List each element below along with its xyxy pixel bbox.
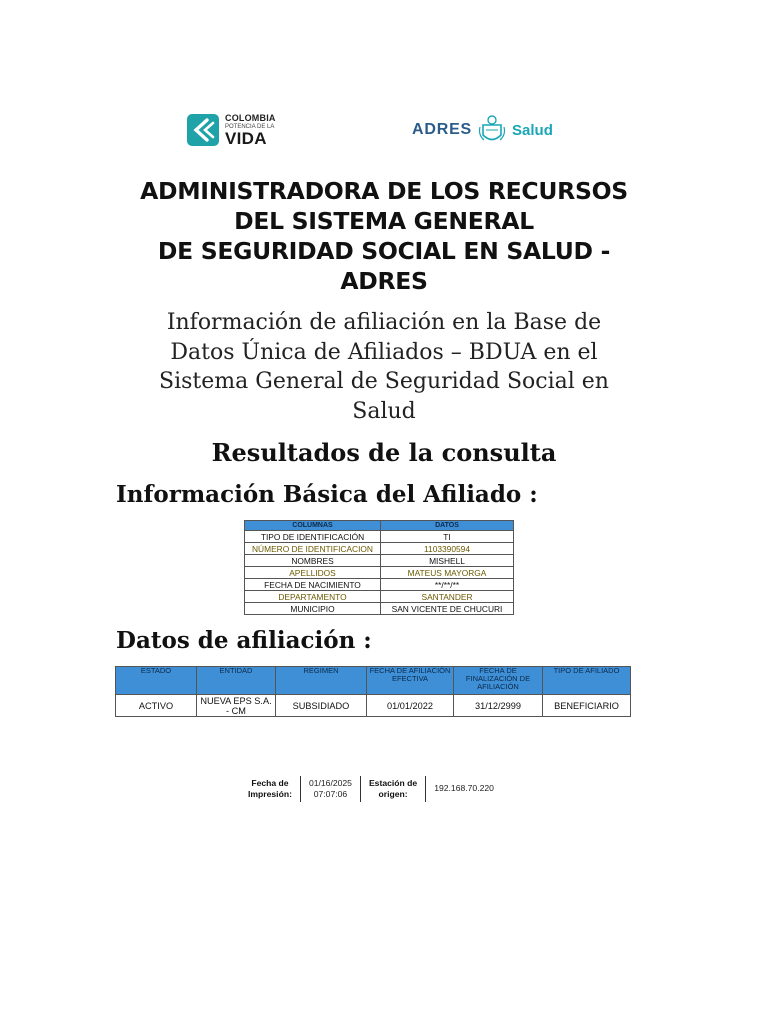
affiliation-col-header: ESTADO: [116, 667, 197, 695]
basic-info-value: TI: [381, 531, 514, 543]
station-label-line-2: origen:: [378, 789, 408, 799]
table-row: [245, 543, 514, 555]
affiliation-header-row: [116, 667, 631, 695]
table-row: [245, 591, 514, 603]
basic-info-label: NOMBRES: [245, 555, 381, 567]
affiliation-col-header: FECHA DE FINALIZACIÓN DE AFILIACIÓN: [454, 667, 543, 695]
basic-info-value: SANTANDER: [381, 591, 514, 603]
title-line-1: ADMINISTRADORA DE LOS RECURSOS: [140, 177, 628, 205]
print-datetime: [301, 776, 360, 802]
page-subtitle: [110, 308, 658, 426]
affiliation-type: BENEFICIARIO: [543, 695, 631, 717]
affiliation-end-date: 31/12/2999: [454, 695, 543, 717]
subtitle-line-4: Salud: [352, 398, 416, 424]
table-row: [245, 603, 514, 615]
results-heading: Resultados de la consulta: [211, 438, 557, 467]
table-row: [245, 555, 514, 567]
affiliation-start-date: 01/01/2022: [367, 695, 454, 717]
basic-info-label: APELLIDOS: [245, 567, 381, 579]
basic-info-value: MATEUS MAYORGA: [381, 567, 514, 579]
table-row: [245, 567, 514, 579]
print-time: 07:07:06: [313, 789, 348, 799]
page-title: [100, 176, 668, 296]
title-line-2: DEL SISTEMA GENERAL: [234, 207, 534, 235]
basic-info-label: MUNICIPIO: [245, 603, 381, 615]
adres-salud-logo: [412, 112, 553, 148]
basic-info-heading: Información Básica del Afiliado :: [116, 481, 538, 508]
affiliation-entity: NUEVA EPS S.A. - CM: [197, 695, 276, 717]
affiliation-regime: SUBSIDIADO: [276, 695, 367, 717]
affiliation-heading: Datos de afiliación :: [116, 627, 372, 654]
basic-info-col-header: COLUMNAS: [245, 521, 381, 531]
basic-info-value: 1103390594: [381, 543, 514, 555]
coat-of-arms-icon: [477, 113, 507, 147]
colombia-logo-line3: VIDA: [225, 128, 267, 148]
colombia-logo-mark-icon: [187, 114, 219, 146]
basic-info-label: NÚMERO DE IDENTIFICACION: [245, 543, 381, 555]
basic-info-value: **/**/**: [381, 579, 514, 591]
basic-info-value: SAN VICENTE DE CHUCURI: [381, 603, 514, 615]
colombia-potencia-de-la-vida-logo: [187, 112, 276, 148]
basic-info-label: DEPARTAMENTO: [245, 591, 381, 603]
station-label-line-1: Estación de: [368, 778, 418, 788]
table-row: [245, 579, 514, 591]
colombia-logo-line1: COLOMBIA: [225, 112, 276, 123]
affiliation-table: [115, 666, 631, 717]
basic-info-value: MISHELL: [381, 555, 514, 567]
basic-info-label: TIPO DE IDENTIFICACIÓN: [245, 531, 381, 543]
print-label-line-2: Impresión:: [248, 789, 292, 799]
title-line-3: DE SEGURIDAD SOCIAL EN SALUD -: [157, 237, 611, 265]
print-date-label: [240, 776, 300, 802]
basic-info-header-row: [245, 521, 514, 531]
affiliation-col-header: FECHA DE AFILIACIÓN EFECTIVA: [367, 667, 454, 695]
basic-info-col-header: DATOS: [381, 521, 514, 531]
subtitle-line-2: Datos Única de Afiliados – BDUA en el: [170, 339, 598, 365]
table-row: [245, 531, 514, 543]
affiliation-col-header: ENTIDAD: [197, 667, 276, 695]
print-footer: [240, 776, 502, 802]
table-row: [116, 695, 631, 717]
adres-logo-text: ADRES: [412, 121, 473, 138]
affiliation-col-header: TIPO DE AFILIADO: [543, 667, 631, 695]
colombia-logo-words: [225, 114, 276, 147]
basic-info-label: FECHA DE NACIMIENTO: [245, 579, 381, 591]
affiliation-col-header: REGIMEN: [276, 667, 367, 695]
salud-logo-text: Salud: [512, 121, 553, 139]
station-label: [361, 776, 425, 802]
basic-info-table: [244, 520, 514, 615]
subtitle-line-3: Sistema General de Seguridad Social en: [159, 369, 609, 394]
title-line-4: ADRES: [340, 267, 428, 295]
station-ip: 192.168.70.220: [434, 782, 494, 793]
print-label-line-1: Fecha de: [251, 778, 289, 788]
subtitle-line-1: Información de afiliación en la Base de: [166, 310, 602, 335]
colombia-logo-line2: POTENCIA DE LA: [225, 123, 275, 130]
print-date: 01/16/2025: [308, 778, 352, 788]
affiliation-status: ACTIVO: [116, 695, 197, 717]
